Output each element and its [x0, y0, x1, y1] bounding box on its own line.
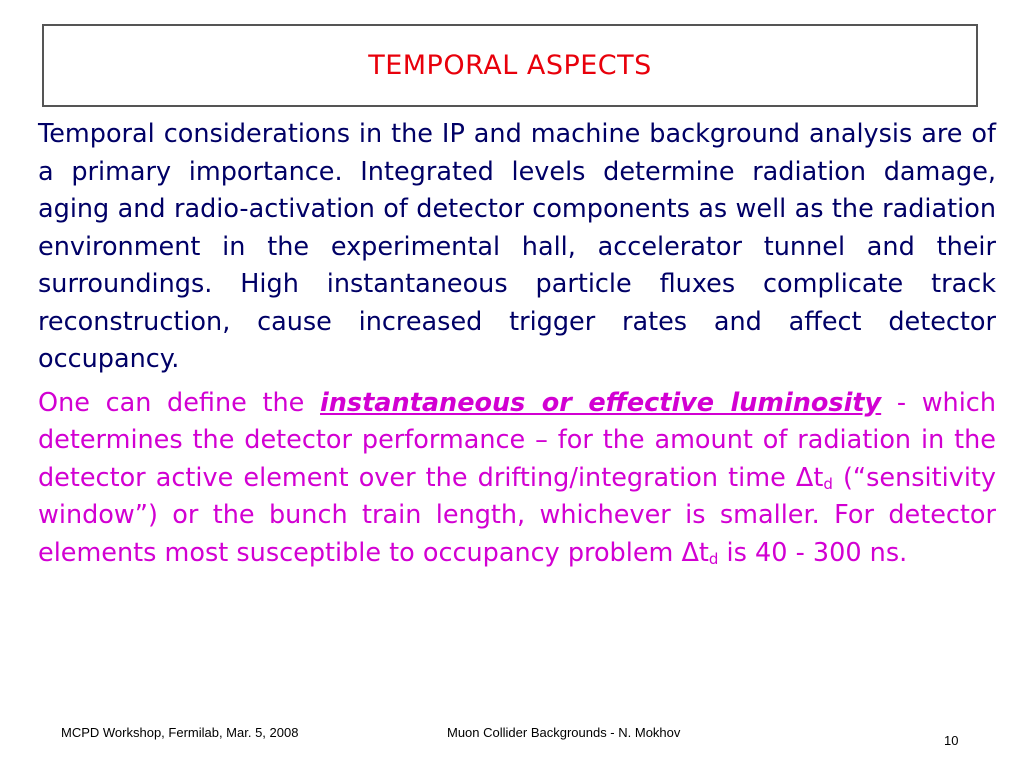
emphasis-instantaneous-luminosity: instantaneous or effective luminosity — [320, 387, 882, 418]
paragraph-temporal-considerations: Temporal considerations in the IP and machine background analysis are of a primary importance. Integrated levels determine radiation damage, aging and radio-activation of detector components as well as the radiation environment in the experimental hall, accelerator tunnel and their surroundings. High instantaneous particle fluxes complicate track reconstruction, cause increased trigger rates and affect detector occupancy. — [38, 119, 996, 374]
page-number: 10 — [944, 733, 959, 748]
slide-title: TEMPORAL ASPECTS — [368, 50, 652, 81]
subscript-d-1: d — [823, 474, 833, 493]
slide-body — [38, 116, 996, 572]
paragraph2-lead: One can define the — [38, 387, 321, 418]
footer-talk-title: Muon Collider Backgrounds - N. Mokhov — [447, 725, 681, 740]
paragraph2-part4: is 40 - 300 ns. — [718, 537, 908, 568]
title-box — [42, 24, 978, 107]
subscript-d-2: d — [708, 549, 719, 568]
paragraph2-part3: (“sensitivity window”) or the bunch train length, whichever is smaller. For detector elements most susceptible to occupancy problem Δt — [38, 462, 996, 568]
paragraph-luminosity-definition — [38, 385, 996, 573]
footer-event: MCPD Workshop, Fermilab, Mar. 5, 2008 — [61, 725, 299, 740]
paragraph2-part2: - which determines the detector performance – for the amount of radiation in the detector active element over the drifting/integration time Δt — [38, 387, 996, 493]
